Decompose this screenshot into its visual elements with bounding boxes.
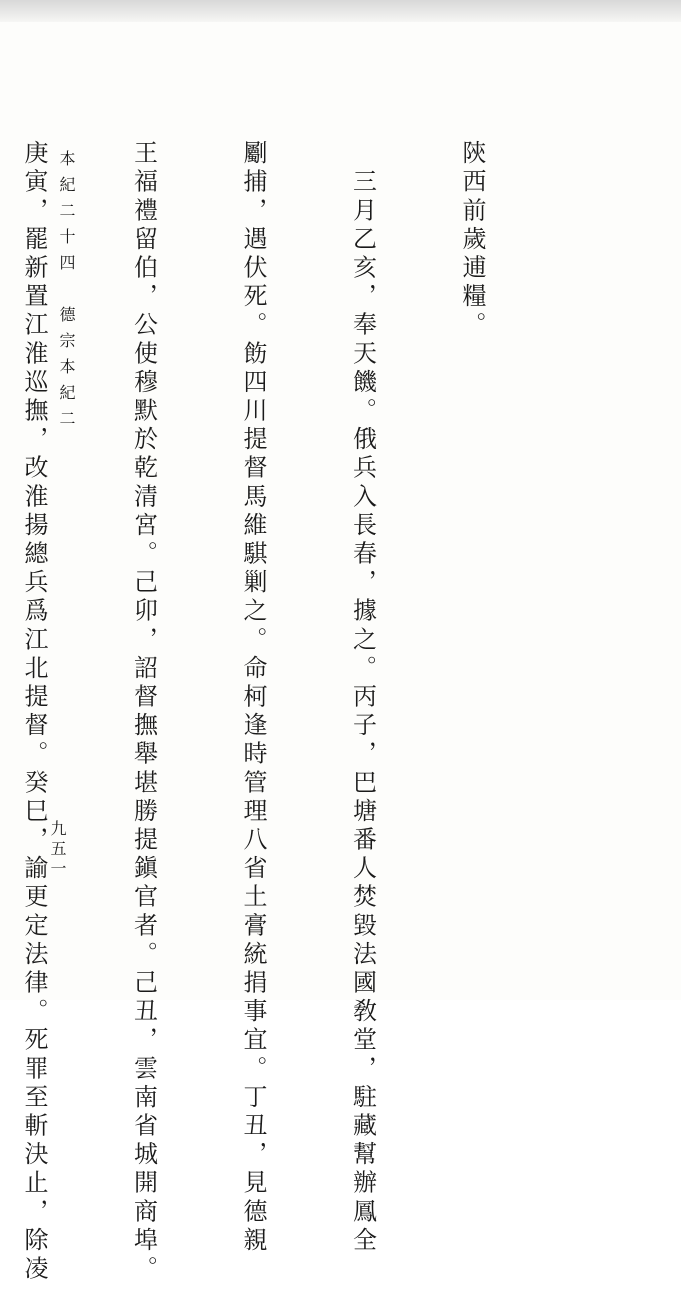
text-line: 庚寅，罷新置江淮巡撫，改淮揚總兵爲江北提督。癸巳，諭更定法律。死罪至斬決止，除凌: [20, 140, 48, 1284]
running-footer: 本紀二十四 德宗本紀二: [57, 150, 76, 436]
text-line: 劚捕，遇伏死。飭四川提督馬維騏剿之。命柯逢時管理八省土膏統捐事宜。丁丑，見德親: [239, 140, 267, 1256]
page-number: 九五一: [48, 820, 67, 880]
main-text: [0, 140, 563, 1284]
scan-edge: [0, 0, 681, 22]
text-line: 三月乙亥，奉天饑。俄兵入長春，據之。丙子，巴塘番人焚毀法國敎堂，駐藏幫辦鳳全: [348, 140, 377, 1256]
text-line: 陝西前歲逋糧。: [458, 140, 486, 341]
text-line: 王福禮留伯，公使穆默於乾清宮。己卯，詔督撫舉堪勝提鎭官者。己丑，雲南省城開商埠。: [129, 140, 158, 1284]
